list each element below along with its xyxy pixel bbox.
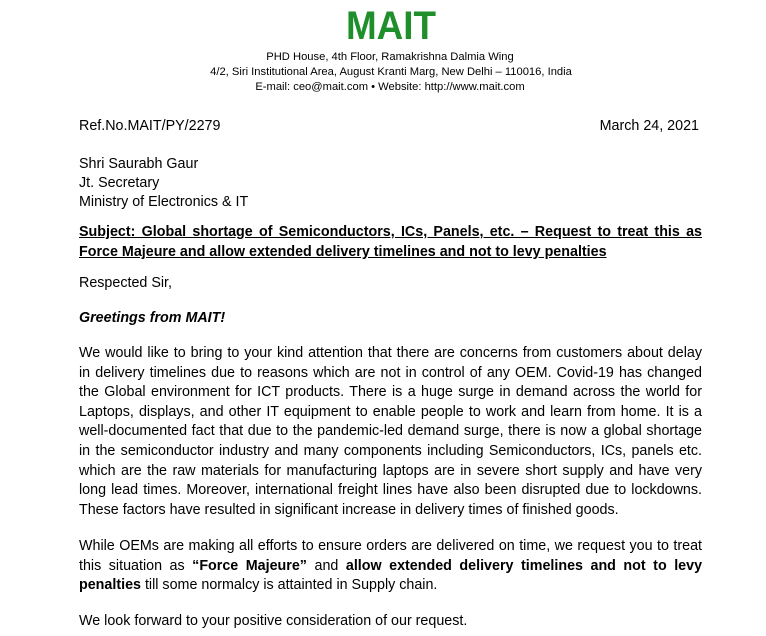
paragraph-1-line: in delivery timelines due to reasons which are not in control of any OEM. Covid-19 has changed — [79, 364, 702, 381]
paragraph-1-line: long lead times. Moreover, international freight lines have also been disrupted due to lockdowns. — [79, 482, 702, 499]
paragraph-1 — [79, 344, 702, 520]
paragraph-2 — [79, 537, 702, 596]
paragraph-1-line: These factors have resulted in significant increase in delivery times of finished goods. — [79, 501, 619, 518]
paragraph-1-line: in the semiconductor industry and many components including Semiconductors, ICs, panels etc. — [79, 442, 702, 459]
penalties-emphasis: penalties — [79, 577, 141, 594]
reference-number: Ref.No.MAIT/PY/2279 — [79, 118, 221, 134]
address-line-2: 4/2, Siri Institutional Area, August Kranti Marg, New Delhi – 110016, India — [210, 66, 572, 78]
closing-sentence: We look forward to your positive consideration of our request. — [79, 613, 468, 629]
address-line-1: PHD House, 4th Floor, Ramakrishna Dalmia Wing — [266, 51, 514, 63]
paragraph-1-line: which are the raw materials for manufacturing laptops are in severe short supply and have very — [79, 462, 702, 479]
letter-date: March 24, 2021 — [599, 118, 699, 134]
greeting: Greetings from MAIT! — [79, 310, 226, 326]
recipient-name: Shri Saurabh Gaur — [79, 156, 199, 172]
text-run: till some normalcy is attainted in Supply chain. — [140, 577, 438, 594]
paragraph-1-line: the Global environment for ICT products. There is a huge surge in demand across the world for — [79, 384, 702, 401]
paragraph-1-line: well-documented fact that due to the pandemic-led demand surge, there is now a global shortage — [79, 423, 702, 440]
subject — [79, 223, 702, 262]
subject-line-2: Force Majeure and allow extended delivery timelines and not to levy penalties — [79, 243, 607, 260]
salutation: Respected Sir, — [79, 275, 172, 291]
address-line-3: E-mail: ceo@mait.com • Website: http://www.mait.com — [255, 81, 525, 93]
text-run: this situation as — [79, 557, 193, 574]
address-block — [0, 50, 766, 95]
paragraph-2-line-2 — [79, 557, 702, 577]
paragraph-1-line: We would like to bring to your kind attention that there are concerns from customers about delay — [79, 345, 702, 361]
recipient-ministry: Ministry of Electronics & IT — [79, 194, 249, 210]
mait-logo — [345, 4, 437, 44]
subject-line-1: Subject: Global shortage of Semiconductors, ICs, Panels, etc. – Request to treat this as — [79, 224, 702, 240]
paragraph-2-line-1: While OEMs are making all efforts to ensure orders are delivered on time, we request you to treat — [79, 538, 702, 554]
paragraph-2-line-3 — [79, 576, 702, 596]
recipient-title: Jt. Secretary — [79, 175, 160, 191]
request-emphasis: allow extended delivery timelines and not to levy — [345, 557, 703, 574]
force-majeure-emphasis: “Force Majeure” — [192, 557, 307, 574]
mait-logo-text: MAIT — [346, 4, 436, 44]
text-run: and — [306, 557, 346, 574]
paragraph-1-line: Laptops, displays, and other IT equipment to enable people to work and learn from home. It is a — [79, 403, 702, 420]
